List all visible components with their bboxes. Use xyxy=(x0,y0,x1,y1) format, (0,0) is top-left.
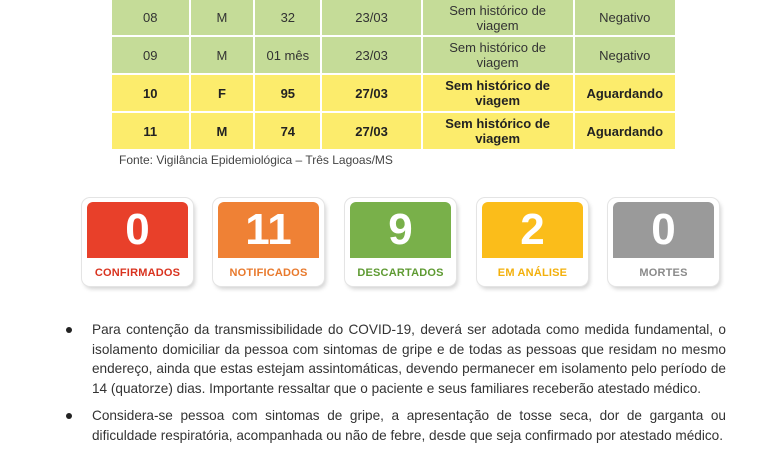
date-cell: 27/03 xyxy=(322,113,422,151)
table-row xyxy=(112,37,677,75)
travel-history-line: viagem xyxy=(476,55,519,70)
travel-history-cell xyxy=(423,113,575,151)
stat-label: MORTES xyxy=(639,267,688,279)
stat-value: 11 xyxy=(218,202,319,258)
travel-history-cell xyxy=(423,75,575,113)
table-source-note: Fonte: Vigilância Epidemiológica – Três Lagoas/MS xyxy=(119,153,393,167)
result-cell: Negativo xyxy=(575,0,677,37)
stat-label: EM ANÁLISE xyxy=(497,267,568,279)
case-number-cell: 08 xyxy=(112,0,191,37)
case-number-cell: 11 xyxy=(112,113,191,151)
date-cell: 23/03 xyxy=(322,37,422,75)
bullet-text: Para contenção da transmissibilidade do COVID-19, deverá ser adotada como medida fundamental, o isolamento domiciliar da pessoa com sintomas de gripe e de todas as pessoas que residam no mesmo endereço, ainda que estas estejam assintomáticas, devendo permanecer em isolamento pelo período de 14 (quatorze) dias. Importante ressaltar que o paciente e seus familiares receberão atestado médico. xyxy=(92,322,726,396)
info-bullets xyxy=(66,320,726,453)
age-cell: 74 xyxy=(255,113,322,151)
stat-value: 0 xyxy=(87,202,188,258)
sex-cell: M xyxy=(191,113,256,151)
bullet-dot-icon xyxy=(66,327,72,333)
result-cell: Aguardando xyxy=(575,113,677,151)
travel-history-line: Sem histórico de xyxy=(449,40,547,55)
bullet-dot-icon xyxy=(66,413,72,419)
stat-value: 2 xyxy=(482,202,583,258)
result-cell: Negativo xyxy=(575,37,677,75)
stat-label: NOTIFICADOS xyxy=(229,267,308,279)
date-cell: 23/03 xyxy=(322,0,422,37)
cases-table-body xyxy=(112,0,677,151)
age-cell: 32 xyxy=(255,0,322,37)
bullet-item xyxy=(66,320,726,398)
age-cell: 95 xyxy=(255,75,322,113)
travel-history-cell xyxy=(423,37,575,75)
sex-cell: F xyxy=(191,75,256,113)
travel-history-line: viagem xyxy=(476,17,519,33)
stat-card-confirmados xyxy=(82,198,193,286)
stat-label: DESCARTADOS xyxy=(357,267,444,279)
bullet-item xyxy=(66,406,726,445)
stat-card-em-an-lise xyxy=(477,198,588,286)
table-row xyxy=(112,75,677,113)
date-cell: 27/03 xyxy=(322,75,422,113)
table-row xyxy=(112,0,677,37)
case-number-cell: 09 xyxy=(112,37,191,75)
travel-history-line: Sem histórico de xyxy=(449,2,547,18)
stat-card-notificados xyxy=(213,198,324,286)
bullet-text: Considera-se pessoa com sintomas de gripe, a apresentação de tosse seca, dor de garganta ou dificuldade respiratória, acompanhada ou não de febre, desde que seja confirmado por atestado médico. xyxy=(92,408,726,443)
travel-history-line: viagem xyxy=(475,131,521,146)
stat-value: 9 xyxy=(350,202,451,258)
age-cell: 01 mês xyxy=(255,37,322,75)
cases-table xyxy=(112,0,677,151)
stat-label: CONFIRMADOS xyxy=(94,267,181,279)
table-row xyxy=(112,113,677,151)
travel-history-line: viagem xyxy=(475,93,521,108)
stat-value: 0 xyxy=(613,202,714,258)
stat-card-mortes xyxy=(608,198,719,286)
stat-card-descartados xyxy=(345,198,456,286)
travel-history-cell xyxy=(423,0,575,37)
sex-cell: M xyxy=(191,0,256,37)
travel-history-line: Sem histórico de xyxy=(445,78,551,93)
case-number-cell: 10 xyxy=(112,75,191,113)
result-cell: Aguardando xyxy=(575,75,677,113)
sex-cell: M xyxy=(191,37,256,75)
travel-history-line: Sem histórico de xyxy=(445,116,551,131)
